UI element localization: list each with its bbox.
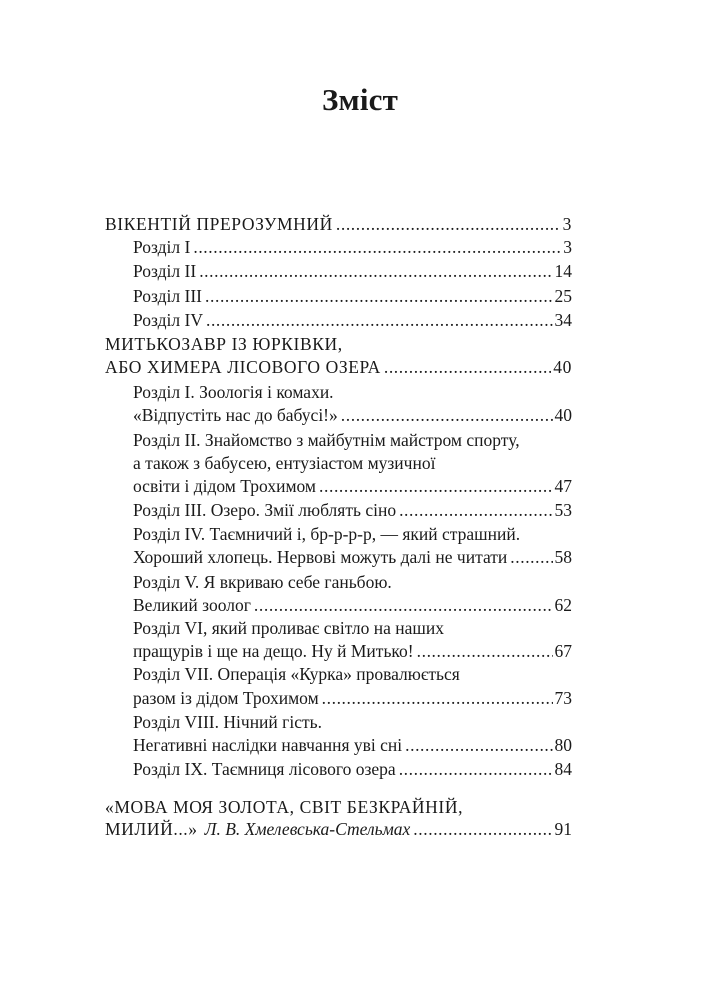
toc-entry-chapter[interactable] xyxy=(133,284,572,308)
toc-entry-title: Розділ ІІІ xyxy=(133,286,203,306)
toc-entry-chapter[interactable] xyxy=(133,757,572,781)
toc-entry-title: пращурів і ще на дещо. Ну й Митько! xyxy=(133,641,414,661)
toc-page-number: 73 xyxy=(554,688,572,708)
toc-page-number: 34 xyxy=(554,310,572,330)
toc-entry-chapter[interactable] xyxy=(133,593,572,617)
toc-entry-part1[interactable] xyxy=(105,212,572,236)
toc-entry-line[interactable]: Розділ VIII. Нічний гість. xyxy=(133,712,322,732)
toc-entry-chapter[interactable] xyxy=(133,474,572,498)
toc-entry-title: Розділ ІІІ. Озеро. Змії люблять сіно xyxy=(133,500,397,520)
leader-dots xyxy=(193,235,561,259)
toc-entry-chapter[interactable] xyxy=(133,259,572,283)
page-title: Зміст xyxy=(321,82,399,117)
toc-entry-chapter[interactable] xyxy=(133,545,572,569)
toc-entry-line[interactable]: Розділ VII. Операція «Курка» провалюється xyxy=(133,664,460,684)
toc-page-number: 62 xyxy=(554,595,572,615)
toc-page-number: 53 xyxy=(554,500,572,520)
leader-dots xyxy=(319,474,552,498)
toc-page-number: 3 xyxy=(563,237,572,257)
toc-entry-title: АБО ХИМЕРА ЛІСОВОГО ОЗЕРА xyxy=(105,357,381,377)
toc-page-number: 58 xyxy=(554,547,572,567)
toc-entry-title: МИЛИЙ...» xyxy=(105,819,198,839)
toc-entry-essay[interactable] xyxy=(105,817,572,841)
toc-entry-title: Великий зоолог xyxy=(133,595,251,615)
toc-page-number: 91 xyxy=(554,819,572,839)
toc-entry-title: Розділ IV xyxy=(133,310,203,330)
toc-entry-line[interactable]: а також з бабусею, ентузіастом музичної xyxy=(133,453,436,473)
leader-dots xyxy=(322,686,553,710)
toc-entry-title: ВІКЕНТІЙ ПРЕРОЗУМНИЙ xyxy=(105,214,333,234)
toc-entry-title: разом із дідом Трохимом xyxy=(133,688,319,708)
toc-entry-chapter[interactable] xyxy=(133,308,572,332)
leader-dots xyxy=(417,639,553,663)
toc-page-number: 3 xyxy=(562,214,572,234)
leader-dots xyxy=(254,593,553,617)
toc-entry-chapter[interactable] xyxy=(133,639,572,663)
leader-dots xyxy=(510,545,552,569)
toc-entry-chapter[interactable] xyxy=(133,686,572,710)
leader-dots xyxy=(399,757,553,781)
leader-dots xyxy=(206,308,553,332)
toc-entry-title: освіти і дідом Трохимом xyxy=(133,476,317,496)
leader-dots xyxy=(413,817,552,841)
leader-dots xyxy=(405,733,552,757)
leader-dots xyxy=(336,212,561,236)
leader-dots xyxy=(384,355,551,379)
toc-page-number: 47 xyxy=(554,476,572,496)
toc-entry-line[interactable]: Розділ V. Я вкриваю себе ганьбою. xyxy=(133,572,392,592)
toc-page-number: 40 xyxy=(553,357,572,377)
toc-page-number: 40 xyxy=(554,405,572,425)
toc-entry-line[interactable]: Розділ ІІ. Знайомство з майбутнім майстром спорту, xyxy=(133,430,520,450)
toc-page-number: 25 xyxy=(554,286,572,306)
toc-entry-line[interactable]: Розділ IV. Таємничий і, бр-р-р-р, — який страшний. xyxy=(133,524,521,544)
toc-entry-chapter[interactable] xyxy=(133,403,572,427)
toc-page-number: 80 xyxy=(554,735,572,755)
toc-entry-title: Розділ ІІ xyxy=(133,261,197,281)
toc-entry-author: Л. В. Хмелевська-Стельмах xyxy=(204,819,411,839)
toc-entry-chapter[interactable] xyxy=(133,498,572,522)
toc-entry-chapter[interactable] xyxy=(133,235,572,259)
leader-dots xyxy=(205,284,552,308)
toc-entry-title: «Відпустіть нас до бабусі!» xyxy=(133,405,338,425)
toc-page-number: 84 xyxy=(554,759,572,779)
toc-entry-line[interactable]: Розділ VI, який проливає світло на наших xyxy=(133,618,445,638)
leader-dots xyxy=(399,498,552,522)
toc-entry-title: Розділ IX. Таємниця лісового озера xyxy=(133,759,396,779)
toc-entry-part2[interactable] xyxy=(105,355,572,379)
leader-dots xyxy=(199,259,552,283)
toc-entry-essay-line1[interactable]: «МОВА МОЯ ЗОЛОТА, СВІТ БЕЗКРАЙНІЙ, xyxy=(105,797,464,817)
toc-entry-chapter[interactable] xyxy=(133,733,572,757)
toc-entry-part2-line1[interactable]: МИТЬКОЗАВР ІЗ ЮРКІВКИ, xyxy=(105,334,343,354)
toc-entry-title: Негативні наслідки навчання уві сні xyxy=(133,735,403,755)
toc-entry-title: Розділ І xyxy=(133,237,191,257)
toc-entry-line[interactable]: Розділ І. Зоологія і комахи. xyxy=(133,382,334,402)
toc-page-number: 67 xyxy=(554,641,572,661)
toc-entry-title: Хороший хлопець. Нервові можуть далі не читати xyxy=(133,547,508,567)
leader-dots xyxy=(341,403,553,427)
toc-page-number: 14 xyxy=(554,261,572,281)
